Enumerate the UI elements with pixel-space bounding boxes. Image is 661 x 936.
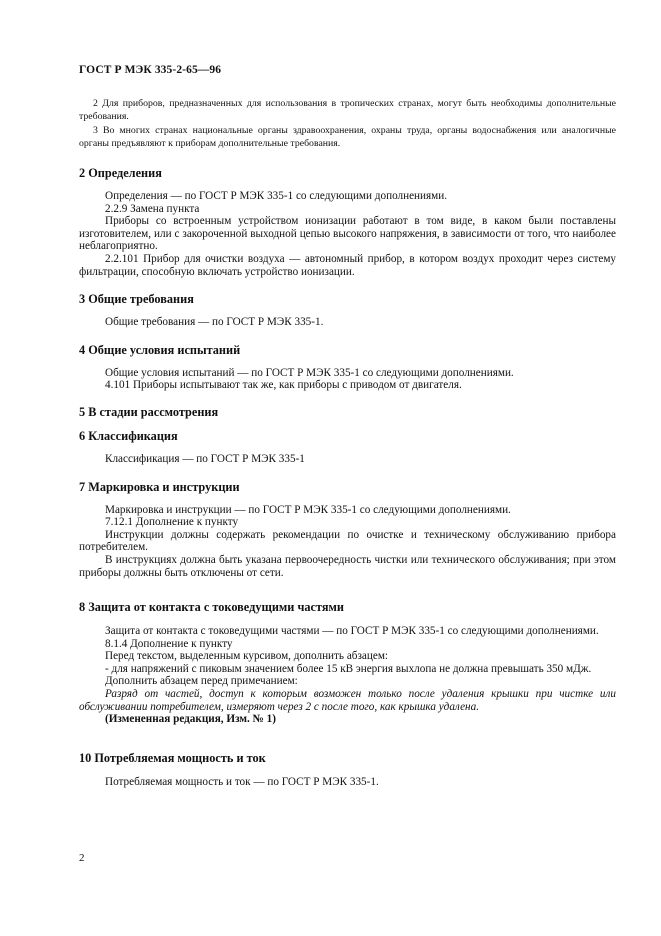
paragraph: Классификация — по ГОСТ Р МЭК 335-1 [105, 452, 305, 465]
page-number: 2 [79, 852, 85, 864]
document-body [79, 98, 616, 788]
section-10 [79, 776, 616, 789]
paragraph: Общие условия испытаний — по ГОСТ Р МЭК 335-1 со следующими дополнениями. [105, 366, 514, 379]
clause-number: 2.2.9 Замена пункта [105, 202, 200, 215]
document-header: ГОСТ Р МЭК 335-2-65—96 [79, 64, 222, 76]
note-3: 3 Во многих странах национальные органы здравоохранения, охраны труда, органы водоснабжения или аналогичные органы предъявляют к приборам дополнительные требования. [79, 125, 616, 149]
paragraph: Дополнить абзацем перед примечанием: [105, 675, 298, 688]
section-6 [79, 453, 616, 466]
section-4-heading: 4 Общие условия испытаний [79, 342, 241, 357]
paragraph: Перед текстом, выделенным курсивом, дополнить абзацем: [105, 650, 389, 663]
clause-number: 8.1.4 Дополнение к пункту [105, 637, 233, 650]
paragraph: Потребляемая мощность и ток — по ГОСТ Р МЭК 335-1. [105, 775, 379, 788]
section-3 [79, 316, 616, 329]
paragraph: Маркировка и инструкции — по ГОСТ Р МЭК 335-1 со следующими дополнениями. [105, 503, 511, 516]
section-6-heading: 6 Классификация [79, 428, 178, 443]
section-8 [79, 625, 616, 726]
paragraph: 2.2.101 Прибор для очистки воздуха — автономный прибор, в котором воздух проходит через систему фильтрации, способную включать устройство ионизации. [79, 252, 616, 278]
note-2: 2 Для приборов, предназначенных для использования в тропических странах, могут быть необходимы дополнительные требования. [79, 98, 616, 122]
paragraph: 4.101 Приборы испытывают так же, как приборы с приводом от двигателя. [105, 379, 462, 392]
italic-paragraph: Разряд от частей, доступ к которым возможен только после удаления крышки при чистке или обслуживании потребителем, измеряют через 2 с после того, как крышка удалена. [79, 688, 616, 713]
section-5-heading: 5 В стадии рассмотрения [79, 404, 219, 419]
section-3-heading: 3 Общие требования [79, 292, 194, 307]
section-2-heading: 2 Определения [79, 166, 162, 180]
clause-number: 7.12.1 Дополнение к пункту [105, 516, 239, 529]
paragraph: Определения — по ГОСТ Р МЭК 335-1 со следующими дополнениями. [105, 190, 448, 202]
paragraph: Защита от контакта с токоведущими частями — по ГОСТ Р МЭК 335-1 со следующими дополнениями. [105, 625, 599, 638]
paragraph: Общие требования — по ГОСТ Р МЭК 335-1. [105, 316, 324, 329]
section-10-heading: 10 Потребляемая мощность и ток [79, 750, 266, 765]
section-7-heading: 7 Маркировка и инструкции [79, 479, 240, 494]
paragraph: В инструкциях должна быть указана первоочередность чистки или технического обслуживания; при этом приборы должны быть отключены от сети. [79, 553, 616, 579]
paragraph: Приборы со встроенным устройством ионизации работают в том виде, в каком были поставлены изготовителем, или с закороченной выходной цепью высокого напряжения, в зависимости от того, что наиболее неблагоприятно. [79, 215, 616, 253]
paragraph: - для напряжений с пиковым значением более 15 кВ энергия выхлопа не должна превышать 350 мДж. [105, 662, 592, 675]
paragraph: Инструкции должны содержать рекомендации по очистке и техническому обслуживанию прибора потребителем. [79, 528, 616, 554]
section-8-heading: 8 Защита от контакта с токоведущими частями [79, 600, 345, 615]
section-2 [79, 190, 616, 278]
section-7 [79, 504, 616, 580]
section-4 [79, 367, 616, 392]
amendment-note: (Измененная редакция, Изм. № 1) [105, 713, 276, 726]
